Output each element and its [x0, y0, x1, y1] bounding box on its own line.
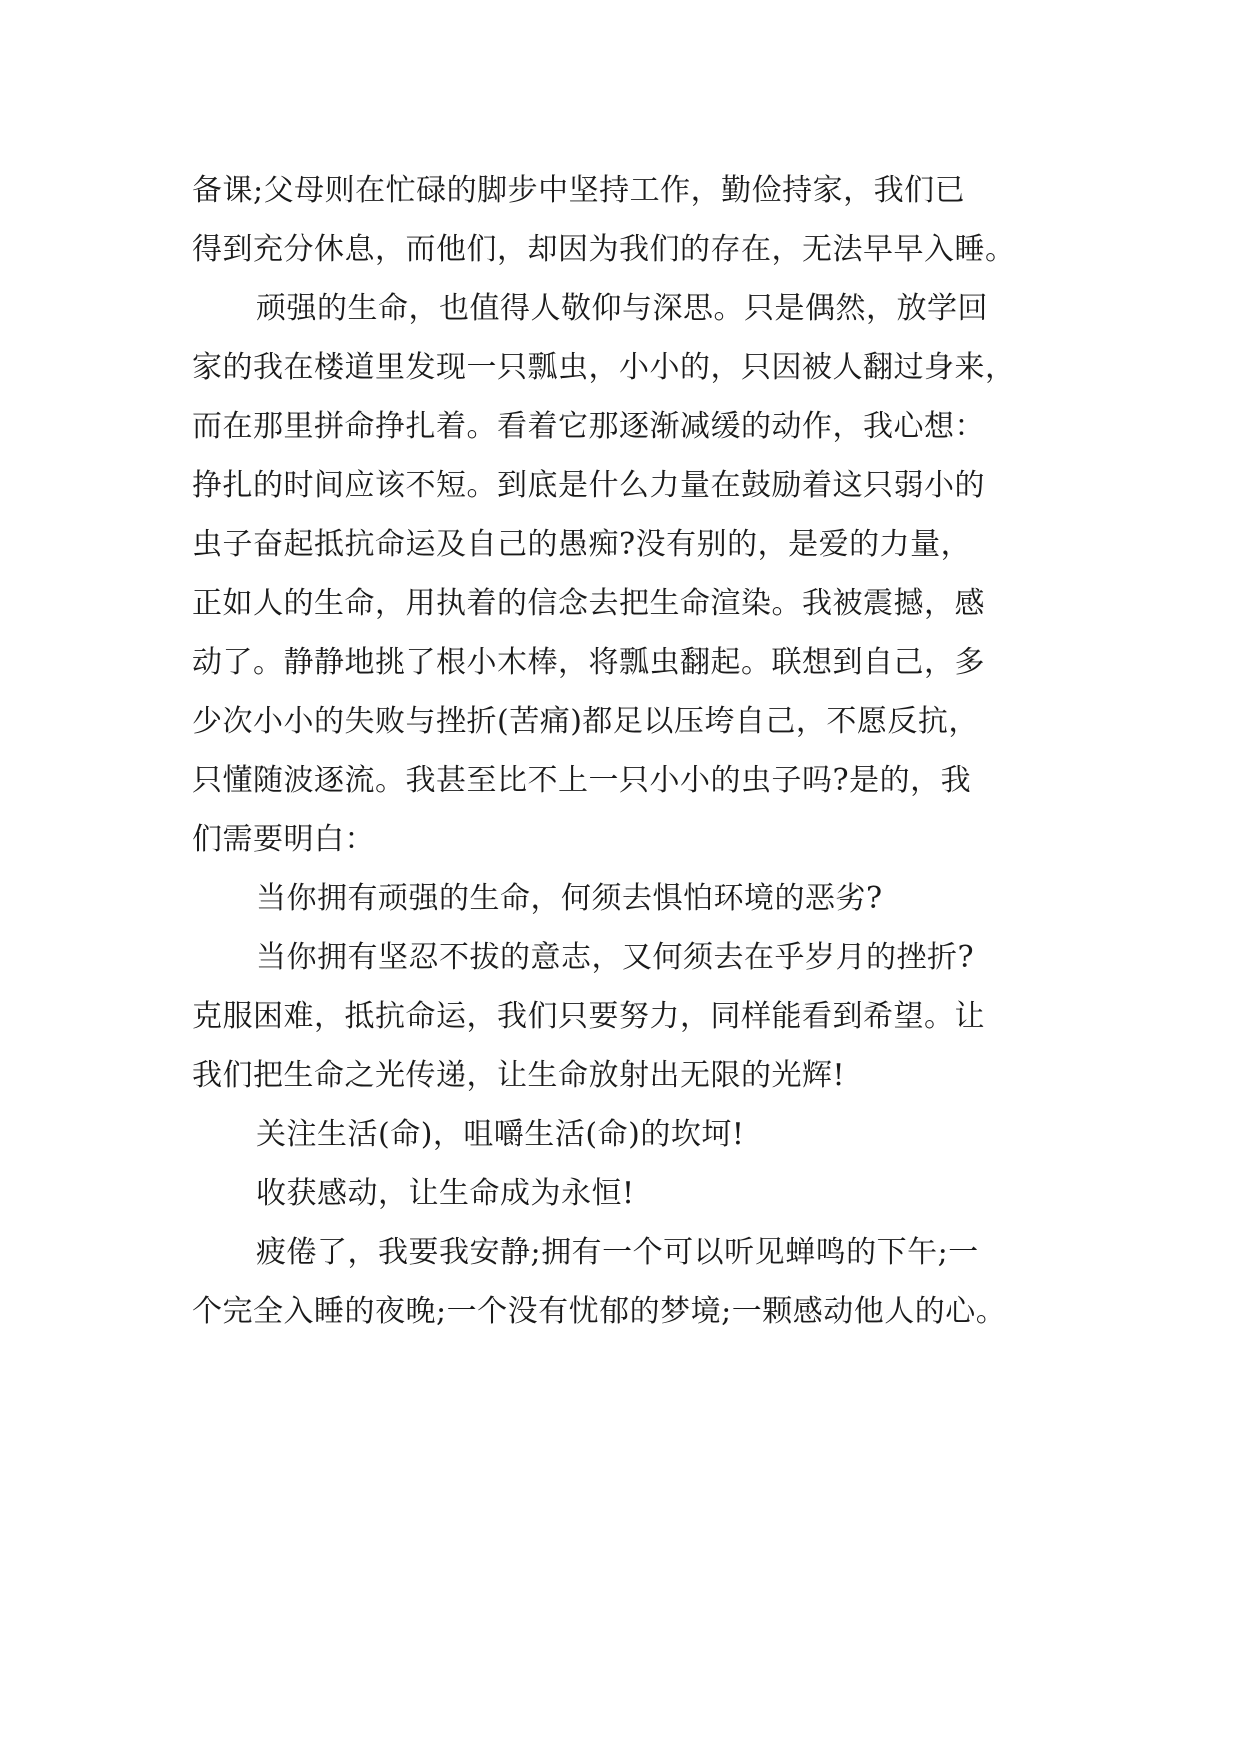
- text-line: 克服困难，抵抗命运，我们只要努力，同样能看到希望。让: [192, 999, 985, 1034]
- text-line: 个完全入睡的夜晚;一个没有忧郁的梦境;一颗感动他人的心。: [192, 1294, 1007, 1329]
- text-line: 备课;父母则在忙碌的脚步中坚持工作，勤俭持家，我们已: [192, 173, 966, 208]
- text-line: 正如人的生命，用执着的信念去把生命渲染。我被震撼，感: [192, 586, 985, 621]
- text-line: 而在那里拼命挣扎着。看着它那逐渐减缓的动作，我心想：: [192, 409, 985, 444]
- paragraph-first-line: 疲倦了，我要我安静;拥有一个可以听见蝉鸣的下午;一: [256, 1235, 979, 1270]
- paragraph-first-line: 当你拥有坚忍不拔的意志，又何须去在乎岁月的挫折?: [256, 940, 975, 975]
- text-line: 少次小小的失败与挫折(苦痛)都足以压垮自己，不愿反抗，: [192, 704, 979, 739]
- text-line: 挣扎的时间应该不短。到底是什么力量在鼓励着这只弱小的: [192, 468, 985, 503]
- text-line: 我们把生命之光传递，让生命放射出无限的光辉!: [192, 1058, 846, 1093]
- text-line: 们需要明白：: [192, 822, 375, 857]
- paragraph-first-line: 关注生活(命)，咀嚼生活(命)的坎坷!: [256, 1117, 745, 1152]
- paragraph-first-line: 顽强的生命，也值得人敬仰与深思。只是偶然，放学回: [256, 291, 988, 326]
- text-line: 家的我在楼道里发现一只瓢虫，小小的，只因被人翻过身来，: [192, 350, 1016, 385]
- paragraph-first-line: 当你拥有顽强的生命，何须去惧怕环境的恶劣?: [256, 881, 883, 916]
- document-body: [192, 161, 1072, 1341]
- text-line: 只懂随波逐流。我甚至比不上一只小小的虫子吗?是的，我: [192, 763, 972, 798]
- text-line: 虫子奋起抵抗命运及自己的愚痴?没有别的，是爱的力量，: [192, 527, 972, 562]
- text-line: 得到充分休息，而他们，却因为我们的存在，无法早早入睡。: [192, 232, 1016, 267]
- text-line: 动了。静静地挑了根小木棒，将瓢虫翻起。联想到自己，多: [192, 645, 985, 680]
- paragraph-first-line: 收获感动，让生命成为永恒!: [256, 1176, 635, 1211]
